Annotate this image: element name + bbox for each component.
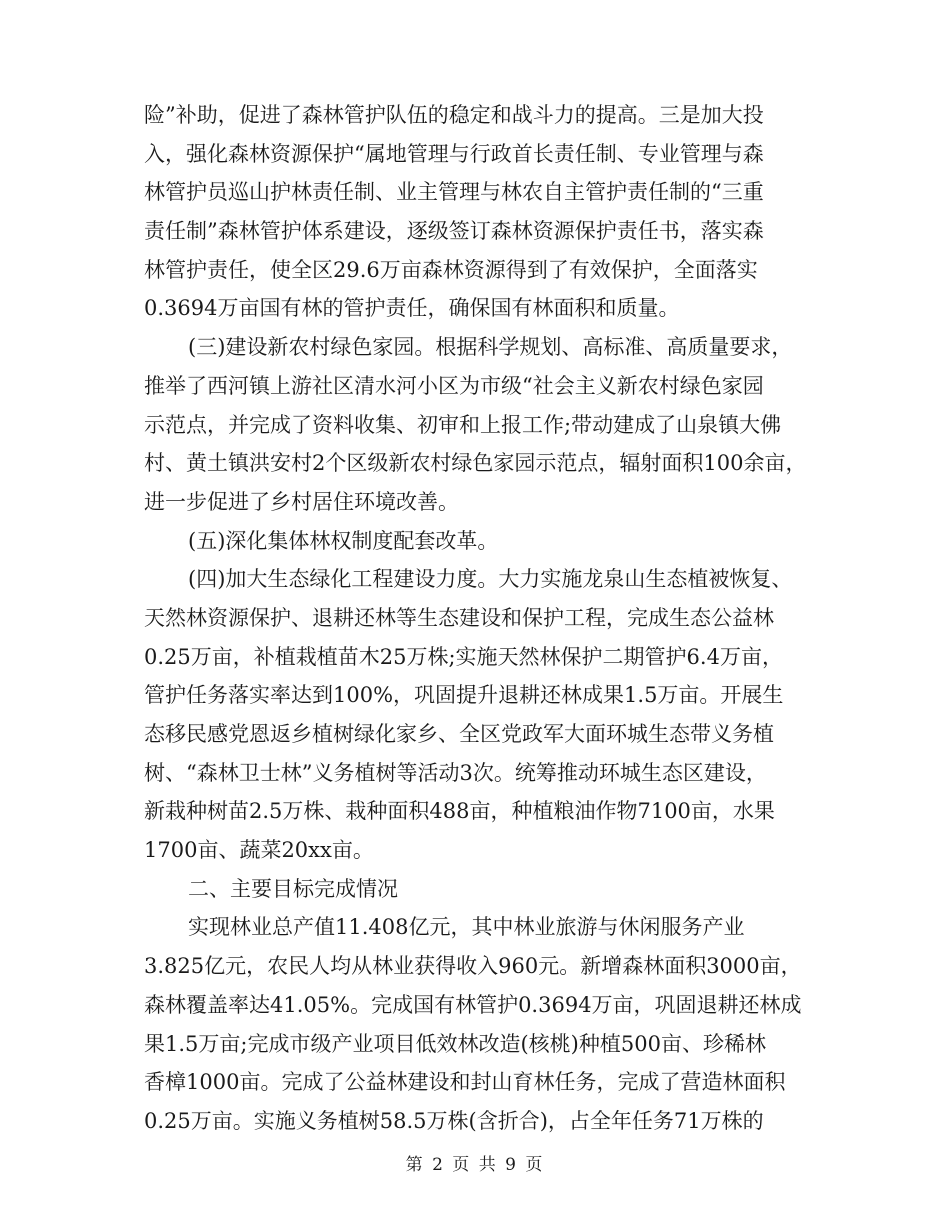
text-line: 树、“森林卫士林”义务植树等活动3次。统筹推动环城生态区建设， [144, 760, 767, 785]
text-line: 3.825亿元，农民人均从林业获得收入960元。新增森林面积3000亩， [144, 954, 802, 979]
page-footer: 第 2 页 共 9 页 [405, 1155, 545, 1175]
text-line: 香樟1000亩。完成了公益林建设和封山育林任务，完成了营造林面积 [144, 1070, 786, 1095]
text-line: 示范点，并完成了资料收集、初审和上报工作;带动建成了山泉镇大佛 [144, 412, 782, 437]
text-line: 果1.5万亩;完成市级产业项目低效林改造(核桃)种植500亩、珍稀林 [144, 1031, 766, 1056]
document-body [144, 96, 814, 1141]
text-line: 管护任务落实率达到100%，巩固提升退耕还林成果1.5万亩。开展生 [144, 683, 784, 708]
text-line: 推举了西河镇上游社区清水河小区为市级“社会主义新农村绿色家园 [144, 373, 764, 398]
text-line: (三)建设新农村绿色家园。根据科学规划、高标准、高质量要求， [188, 335, 793, 360]
text-line: 0.25万亩，补植栽植苗木25万株;实施天然林保护二期管护6.4万亩， [144, 644, 783, 669]
text-line: 入，强化森林资源保护“属地管理与行政首长责任制、专业管理与森 [144, 141, 764, 166]
text-line: 1700亩、蔬菜20xx亩。 [144, 838, 374, 863]
text-line: 进一步促进了乡村居住环境改善。 [144, 489, 459, 514]
text-line: 二、主要目标完成情况 [188, 876, 398, 901]
text-line: 责任制”森林管护体系建设，逐级签订森林资源保护责任书，落实森 [144, 219, 764, 244]
text-line: 0.3694万亩国有林的管护责任，确保国有林面积和质量。 [144, 296, 680, 321]
text-line: 态移民感党恩返乡植树绿化家乡、全区党政军大面环城生态带义务植 [144, 722, 774, 746]
text-line: 新栽种树苗2.5万株、栽种面积488亩，种植粮油作物7100亩，水果 [144, 799, 775, 824]
text-line: (五)深化集体林权制度配套改革。 [188, 528, 499, 553]
text-line: 村、黄土镇洪安村2个区级新农村绿色家园示范点，辐射面积100余亩， [144, 451, 807, 476]
text-line: (四)加大生态绿化工程建设力度。大力实施龙泉山生态植被恢复、 [188, 567, 793, 592]
text-line: 林管护责任，使全区29.6万亩森林资源得到了有效保护，全面落实 [144, 257, 758, 282]
text-line: 森林覆盖率达41.05%。完成国有林管护0.3694万亩，巩固退耕还林成 [144, 992, 802, 1017]
text-line: 0.25万亩。实施义务植树58.5万株(含折合)，占全年任务71万株的 [144, 1108, 764, 1133]
text-line: 实现林业总产值11.408亿元，其中林业旅游与休闲服务产业 [188, 915, 745, 940]
text-line: 林管护员巡山护林责任制、业主管理与林农自主管护责任制的“三重 [144, 180, 764, 205]
text-line: 险”补助，促进了森林管护队伍的稳定和战斗力的提高。三是加大投 [144, 103, 764, 127]
text-line: 天然林资源保护、退耕还林等生态建设和保护工程，完成生态公益林 [144, 605, 774, 630]
